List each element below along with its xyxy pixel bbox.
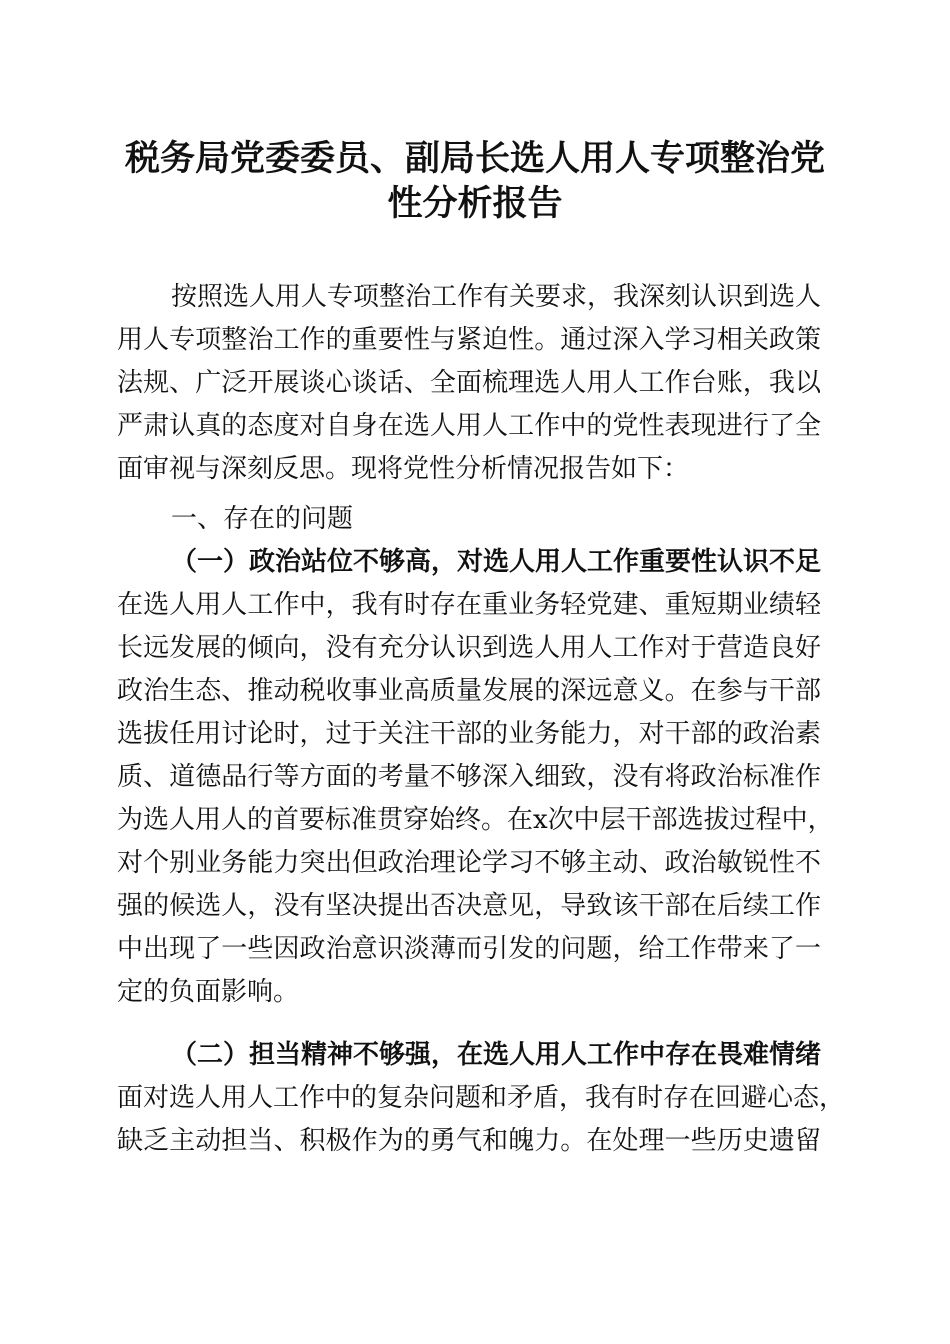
body-line: 选拔任用讨论时，过于关注干部的业务能力，对干部的政治素 [117,719,821,749]
document-title-line-1: 税务局党委委员、副局长选人用人专项整治党 [124,138,825,179]
body-line: 为选人用人的首要标准贯穿始终。在x次中层干部选拔过程中， [117,805,834,835]
body-line: 政治生态、推动税收事业高质量发展的深远意义。在参与干部 [117,676,821,706]
body-line: 强的候选人，没有坚决提出否决意见，导致该干部在后续工作 [117,891,821,921]
intro-line: 严肃认真的态度对自身在选人用人工作中的党性表现进行了全 [117,411,821,441]
intro-line: 面审视与深刻反思。现将党性分析情况报告如下： [117,454,690,484]
document-title-line-2: 性分析报告 [387,183,563,224]
subsection-heading: （二）担当精神不够强，在选人用人工作中存在畏难情绪 [171,1040,822,1070]
body-line: 面对选人用人工作中的复杂问题和矛盾，我有时存在回避心态， [117,1083,846,1113]
intro-line: 法规、广泛开展谈心谈话、全面梳理选人用人工作台账，我以 [117,368,821,398]
section-heading: 一、存在的问题 [171,504,354,534]
intro-line: 按照选人用人专项整治工作有关要求，我深刻认识到选人 [171,282,822,312]
body-line: 对个别业务能力突出但政治理论学习不够主动、政治敏锐性不 [117,848,821,878]
subsection-heading: （一）政治站位不够高，对选人用人工作重要性认识不足 [171,547,822,577]
body-line: 中出现了一些因政治意识淡薄而引发的问题，给工作带来了一 [117,934,821,964]
body-line: 在选人用人工作中，我有时存在重业务轻党建、重短期业绩轻 [117,590,821,620]
body-line: 质、道德品行等方面的考量不够深入细致，没有将政治标准作 [117,762,821,792]
body-line: 定的负面影响。 [117,977,300,1007]
body-line: 缺乏主动担当、积极作为的勇气和魄力。在处理一些历史遗留 [117,1126,821,1156]
body-line: 长远发展的倾向，没有充分认识到选人用人工作对于营造良好 [117,633,821,663]
intro-line: 用人专项整治工作的重要性与紧迫性。通过深入学习相关政策 [117,325,821,355]
